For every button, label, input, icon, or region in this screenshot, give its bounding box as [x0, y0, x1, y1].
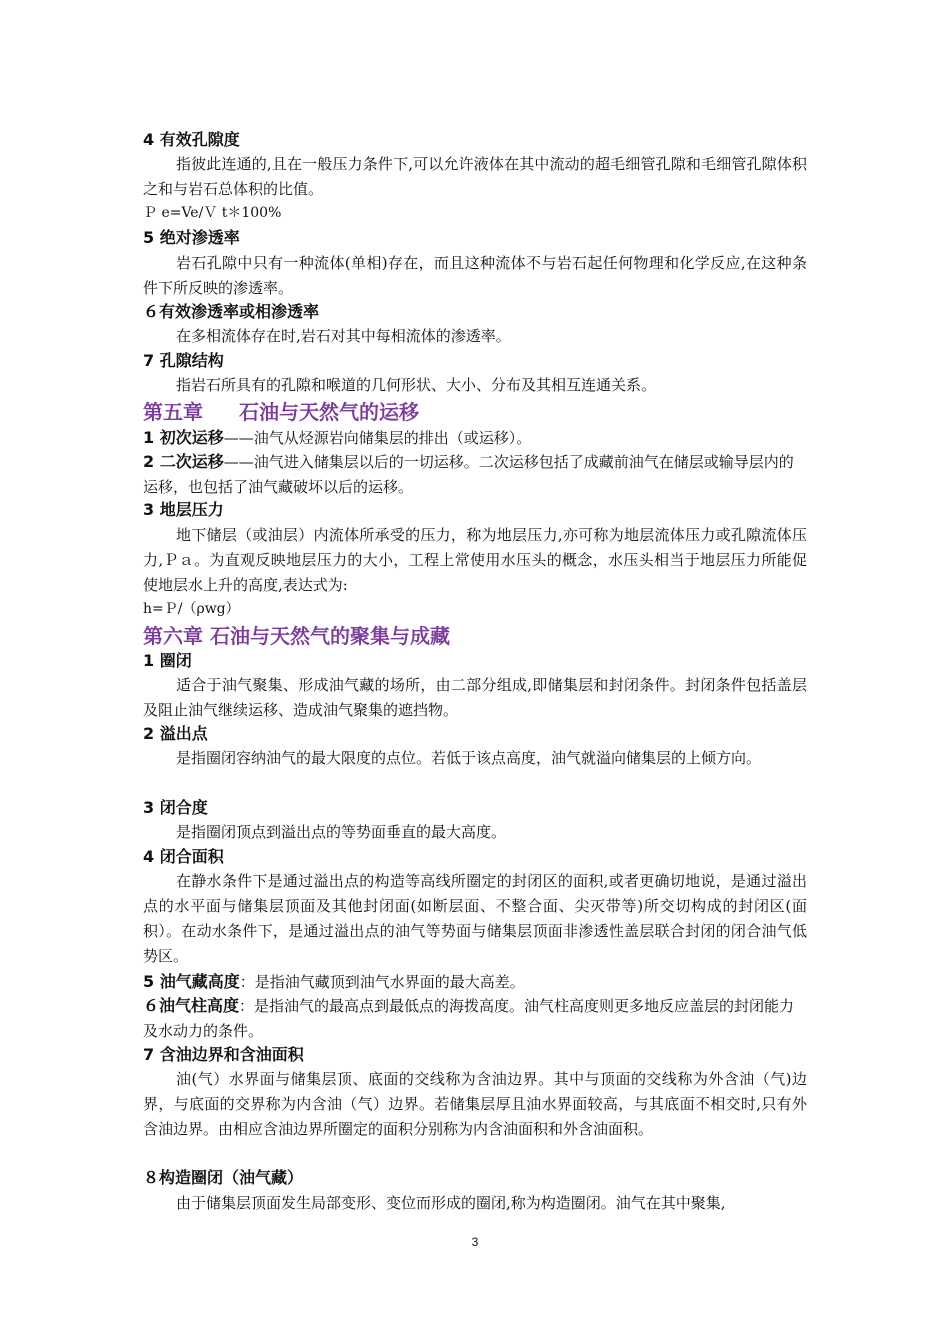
heading-oil-boundary: 7 含油边界和含油面积 [143, 1045, 304, 1064]
heading-closure: 3 闭合度 [143, 798, 208, 817]
heading-spill-point: 2 溢出点 [143, 724, 208, 743]
chapter-five-title [143, 398, 807, 426]
heading-effective-porosity: 4 有效孔隙度 [143, 130, 240, 149]
heading-formation-pressure: 3 地层压力 [143, 500, 224, 519]
entry-column-height [143, 993, 807, 1044]
paragraph-absolute-permeability: 岩石孔隙中只有一种流体(单相)存在，而且这种流体不与岩石起任何物理和化学反应,在这种条件下所反映的渗透率。 [143, 254, 807, 297]
term-column-height: ６油气柱高度 [143, 996, 240, 1015]
definition-reservoir-height: ：是指油气藏顶到油气水界面的最大高差。 [239, 973, 525, 991]
formula-effective-porosity: Ｐ e=Ve/Ｖ t＊100% [143, 205, 282, 221]
definition-secondary-migration: ——油气进入储集层以后的一切运移。二次运移包括了成藏前油气在储层或输导层内的运移，也包括了油气藏破坏以后的运移。 [143, 453, 794, 496]
chapter-five-number: 第五章 [143, 400, 203, 424]
entry-secondary-migration [143, 449, 807, 500]
heading-closure-area: 4 闭合面积 [143, 847, 224, 866]
paragraph-trap: 适合于油气聚集、形成油气藏的场所，由二部分组成,即储集层和封闭条件。封闭条件包括盖层及阻止油气继续运移、造成油气聚集的遮挡物。 [143, 676, 807, 719]
paragraph-structural-trap: 由于储集层顶面发生局部变形、变位而形成的圈闭,称为构造圈闭。油气在其中聚集, [176, 1194, 726, 1212]
paragraph-effective-porosity: 指彼此连通的,且在一般压力条件下,可以允许液体在其中流动的超毛细管孔隙和毛细管孔隙体积之和与岩石总体积的比值。 [143, 155, 807, 198]
term-primary-migration: 1 初次运移 [143, 428, 224, 447]
heading-pore-structure: 7 孔隙结构 [143, 351, 224, 370]
paragraph-pore-structure: 指岩石所具有的孔隙和喉道的几何形状、大小、分布及其相互连通关系。 [176, 376, 657, 394]
entry-reservoir-height [143, 969, 807, 995]
chapter-five-name: 石油与天然气的运移 [239, 400, 419, 424]
heading-absolute-permeability: 5 绝对渗透率 [143, 228, 240, 247]
paragraph-spill-point: 是指圈闭容纳油气的最大限度的点位。若低于该点高度，油气就溢向储集层的上倾方向。 [176, 749, 762, 767]
definition-primary-migration: ——油气从烃源岩向储集层的排出（或运移）。 [223, 429, 532, 447]
paragraph-closure-area: 在静水条件下是通过溢出点的构造等高线所圈定的封闭区的面积,或者更确切地说，是通过溢出点的水平面与储集层顶面及其他封闭面(如断层面、不整合面、尖灭带等)所交切构成的封闭区(面积）。在动水条件下，是通过溢出点的油气等势面与储集层顶面非渗透性盖层联合封闭的闭合油气低势区。 [143, 872, 807, 965]
paragraph-oil-boundary: 油(气）水界面与储集层顶、底面的交线称为含油边界。其中与顶面的交线称为外含油（气)边界，与底面的交界称为内含油（气）边界。若储集层厚且油水界面较高，与其底面不相交时,只有外含油边界。由相应含油边界所圈定的面积分别称为内含油面积和外含油面积。 [143, 1070, 807, 1138]
heading-effective-permeability: ６有效渗透率或相渗透率 [143, 302, 320, 321]
term-secondary-migration: 2 二次运移 [143, 452, 224, 471]
paragraph-formation-pressure: 地下储层（或油层）内流体所承受的压力，称为地层压力,亦可称为地层流体压力或孔隙流体压力,Ｐａ。为直观反映地层压力的大小，工程上常使用水压头的概念，水压头相当于地层压力所能促使地层水上升的高度,表达式为: [143, 526, 807, 594]
paragraph-effective-permeability: 在多相流体存在时,岩石对其中每相流体的渗透率。 [176, 327, 511, 345]
entry-primary-migration [143, 425, 807, 451]
paragraph-closure: 是指圈闭顶点到溢出点的等势面垂直的最大高度。 [176, 823, 507, 841]
formula-water-head: h=Ｐ/（ρwg） [143, 601, 240, 617]
chapter-six-title: 第六章 石油与天然气的聚集与成藏 [143, 624, 450, 648]
definition-column-height: ：是指油气的最高点到最低点的海拨高度。油气柱高度则更多地反应盖层的封闭能力及水动力的条件。 [143, 997, 795, 1040]
heading-structural-trap: ８构造圈闭（油气藏） [143, 1168, 304, 1187]
heading-trap: 1 圈闭 [143, 651, 192, 670]
page-number: 3 [471, 1235, 479, 1249]
term-reservoir-height: 5 油气藏高度 [143, 972, 240, 991]
